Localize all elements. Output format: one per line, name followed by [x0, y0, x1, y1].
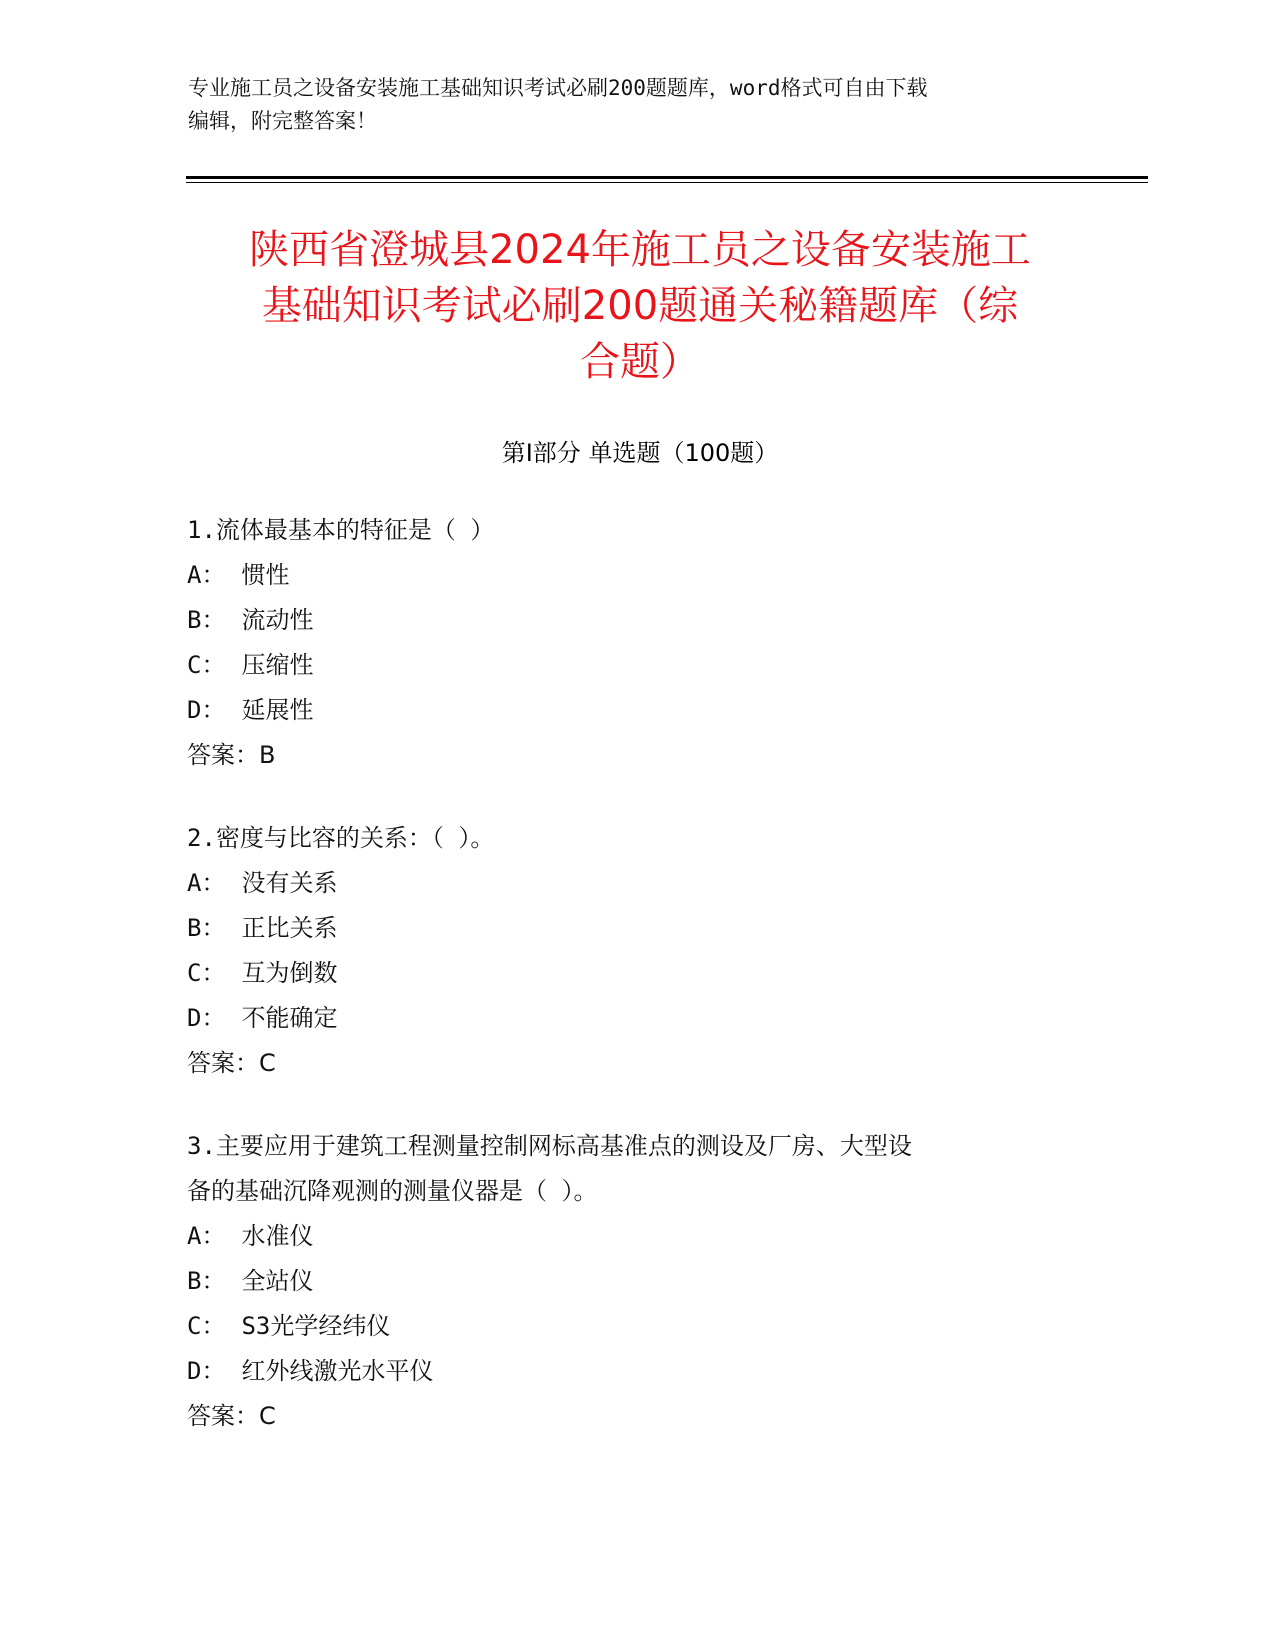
document-title — [160, 222, 1120, 390]
option-key: D： — [187, 696, 226, 724]
question-stem: 1.流体最基本的特征是（ ） — [187, 516, 495, 544]
option-c — [187, 951, 1087, 996]
option-b — [187, 598, 1087, 643]
option-text: 正比关系 — [241, 914, 338, 942]
option-d — [187, 996, 1087, 1041]
option-text: 延展性 — [241, 696, 314, 724]
option-a — [187, 553, 1087, 598]
option-text: 惯性 — [241, 561, 290, 589]
title-line-2: 基础知识考试必刷200题通关秘籍题库（综 — [261, 283, 1019, 329]
option-d — [187, 1349, 1087, 1394]
option-key: C： — [187, 959, 226, 987]
question-2 — [187, 816, 1087, 1086]
option-a — [187, 1214, 1087, 1259]
option-key: B： — [187, 606, 226, 634]
question-3 — [187, 1124, 1087, 1439]
option-key: C： — [187, 1312, 226, 1340]
option-b — [187, 906, 1087, 951]
option-key: D： — [187, 1357, 226, 1385]
option-text: 流动性 — [241, 606, 314, 634]
option-key: A： — [187, 1222, 226, 1250]
section-heading: 第Ⅰ部分 单选题（100题） — [501, 439, 779, 467]
option-text: 压缩性 — [241, 651, 314, 679]
answer-line: 答案：B — [187, 741, 276, 769]
option-a — [187, 861, 1087, 906]
option-key: D： — [187, 1004, 226, 1032]
option-key: A： — [187, 869, 226, 897]
option-text: 互为倒数 — [241, 959, 338, 987]
option-text: 不能确定 — [241, 1004, 338, 1032]
question-stem-line-1: 3.主要应用于建筑工程测量控制网标高基准点的测设及厂房、大型设 — [187, 1132, 912, 1160]
question-1 — [187, 508, 1087, 778]
option-text: 全站仪 — [241, 1267, 314, 1295]
option-c — [187, 1304, 1087, 1349]
option-key: C： — [187, 651, 226, 679]
option-text: S3光学经纬仪 — [241, 1312, 391, 1340]
title-line-1: 陕西省澄城县2024年施工员之设备安装施工 — [249, 227, 1031, 273]
option-b — [187, 1259, 1087, 1304]
option-key: A： — [187, 561, 226, 589]
option-key: B： — [187, 1267, 226, 1295]
option-text: 没有关系 — [241, 869, 338, 897]
option-c — [187, 643, 1087, 688]
question-stem: 2.密度与比容的关系：（ ）。 — [187, 824, 495, 852]
header-note — [188, 72, 1088, 138]
header-divider-thin — [186, 182, 1148, 183]
header-note-line-2: 编辑，附完整答案！ — [188, 109, 377, 133]
option-key: B： — [187, 914, 226, 942]
question-stem-line-2: 备的基础沉降观测的测量仪器是（ ）。 — [187, 1177, 598, 1205]
answer-line: 答案：C — [187, 1049, 276, 1077]
answer-line: 答案：C — [187, 1402, 276, 1430]
header-note-line-1: 专业施工员之设备安装施工基础知识考试必刷200题题库，word格式可自由下载 — [188, 76, 928, 100]
header-divider-thick — [186, 176, 1148, 179]
option-text: 水准仪 — [241, 1222, 314, 1250]
title-line-3: 合题） — [580, 339, 700, 385]
option-d — [187, 688, 1087, 733]
option-text: 红外线激光水平仪 — [241, 1357, 434, 1385]
